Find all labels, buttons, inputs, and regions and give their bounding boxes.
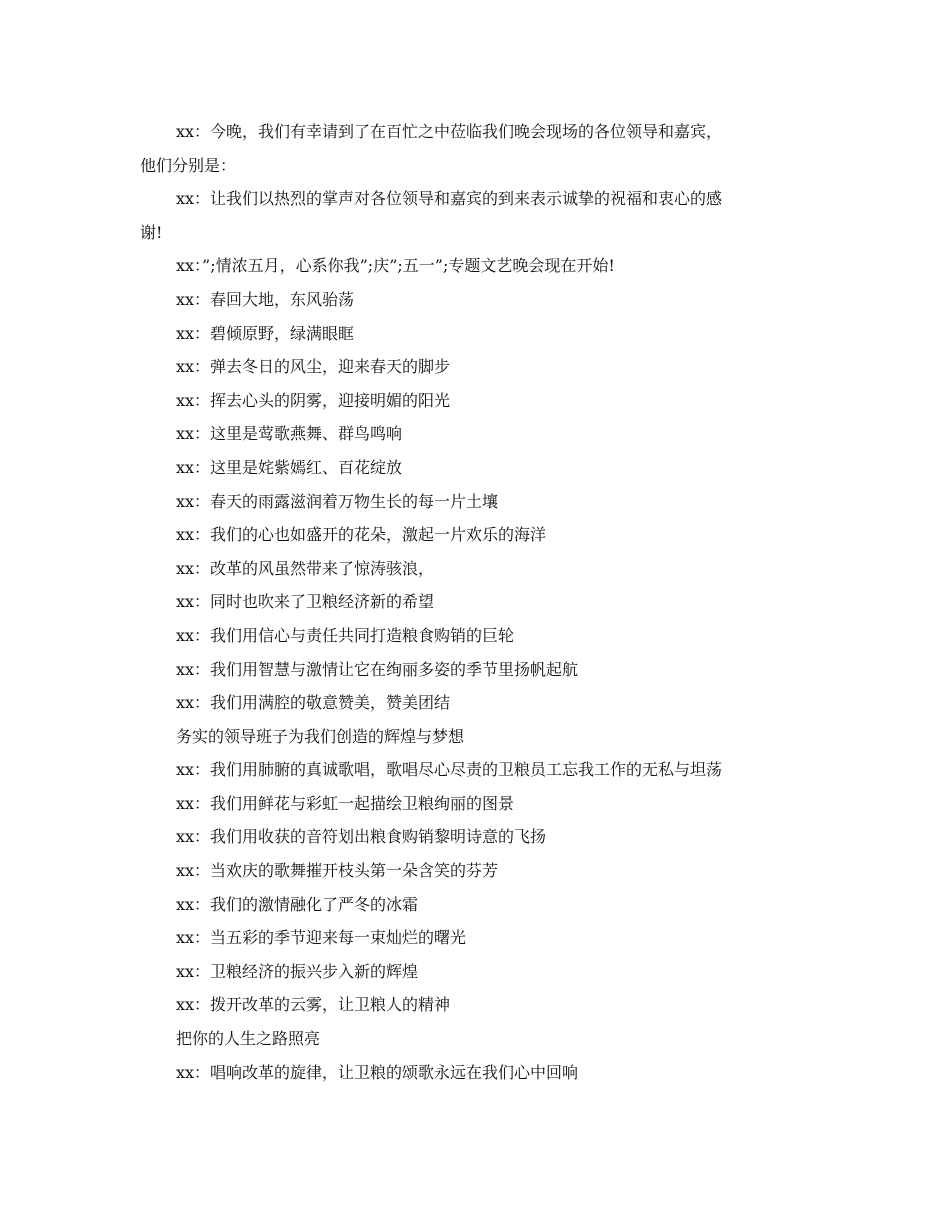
text-line: xx：这里是姹紫嫣红、百花绽放 — [176, 457, 403, 477]
text-line: xx：今晚，我们有幸请到了在百忙之中莅临我们晚会现场的各位领导和嘉宾， — [176, 122, 723, 141]
text-line: xx：卫粮经济的振兴步入新的辉煌 — [176, 961, 419, 981]
text-line: xx：我们用满腔的敬意赞美，赞美团结 — [176, 693, 451, 713]
text-line: 他们分别是： — [140, 155, 237, 175]
text-line: xx：改革的风虽然带来了惊涛骇浪， — [176, 558, 435, 578]
document-body — [140, 115, 820, 1089]
text-line: xx：同时也吹来了卫粮经济新的希望 — [176, 592, 435, 612]
text-line: xx：弹去冬日的风尘，迎来春天的脚步 — [176, 357, 451, 377]
text-line: xx：让我们以热烈的掌声对各位领导和嘉宾的到来表示诚挚的祝福和衷心的感 — [176, 189, 723, 209]
text-line: xx：我们用鲜花与彩虹一起描绘卫粮绚丽的图景 — [176, 793, 515, 813]
text-line: xx：这里是莺歌燕舞、群鸟鸣响 — [176, 424, 403, 444]
text-line: 谢! — [140, 222, 163, 242]
text-line: xx：春天的雨露滋润着万物生长的每一片土壤 — [176, 491, 499, 511]
text-line: xx：碧倾原野，绿满眼眶 — [176, 323, 355, 343]
text-line: xx：拨开改革的云雾，让卫粮人的精神 — [176, 995, 451, 1015]
text-line: xx：我们用肺腑的真诚歌唱，歌唱尽心尽责的卫粮员工忘我工作的无私与坦荡 — [176, 760, 723, 780]
text-line: 务实的领导班子为我们创造的辉煌与梦想 — [176, 726, 465, 746]
text-line: xx：我们的心也如盛开的花朵，激起一片欢乐的海洋 — [176, 525, 547, 545]
text-line: xx：挥去心头的阴雾，迎接明媚的阳光 — [176, 390, 451, 410]
text-line: xx：唱响改革的旋律，让卫粮的颂歌永远在我们心中回响 — [176, 1062, 579, 1082]
text-line: xx：我们用信心与责任共同打造粮食购销的巨轮 — [176, 625, 515, 645]
text-line: 把你的人生之路照亮 — [176, 1029, 321, 1049]
text-line: xx：我们用收获的音符划出粮食购销黎明诗意的飞扬 — [176, 827, 547, 847]
text-line: xx：”;情浓五月，心系你我”;庆”;五一”;专题文艺晚会现在开始! — [176, 256, 615, 276]
text-line: xx：当欢庆的歌舞摧开枝头第一朵含笑的芬芳 — [176, 861, 499, 881]
text-line: xx：春回大地，东风骀荡 — [176, 289, 355, 309]
text-line: xx：我们用智慧与激情让它在绚丽多姿的季节里扬帆起航 — [176, 659, 579, 679]
text-line: xx：当五彩的季节迎来每一束灿烂的曙光 — [176, 928, 467, 948]
text-line: xx：我们的激情融化了严冬的冰霜 — [176, 894, 419, 914]
